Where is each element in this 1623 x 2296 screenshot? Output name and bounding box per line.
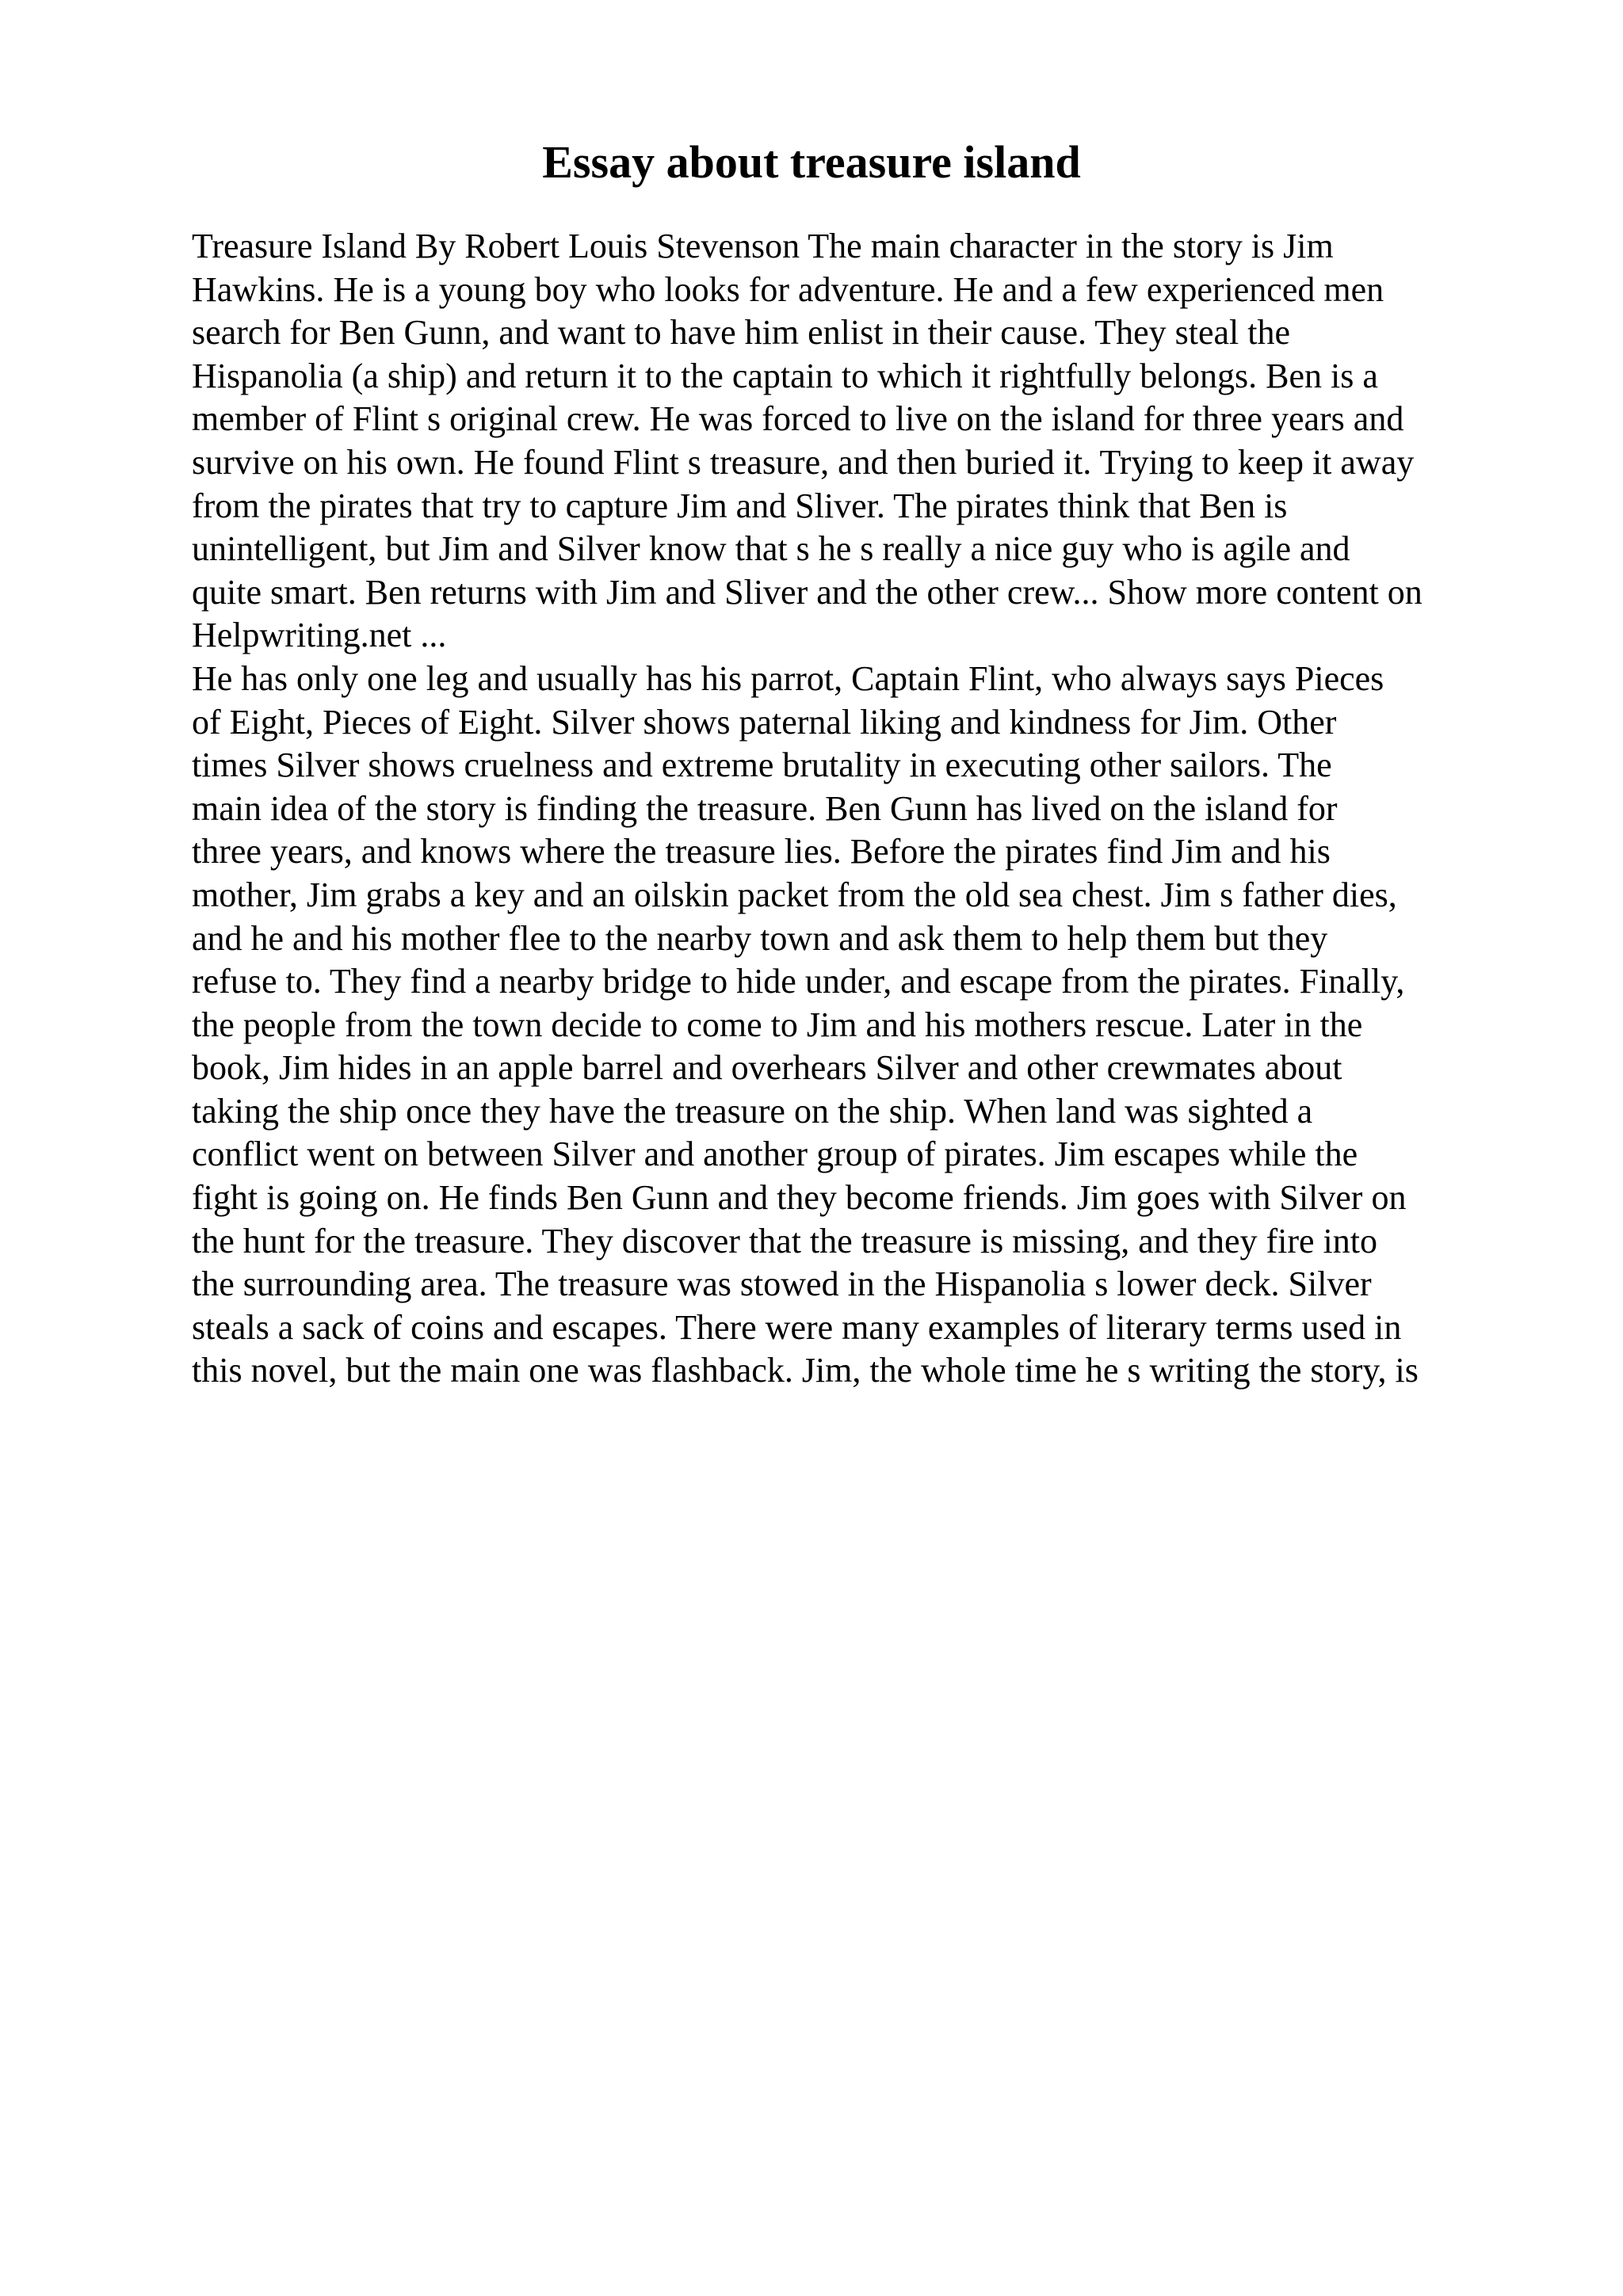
text-line: three years, and knows where the treasure lies. Before the pirates find Jim and his	[192, 832, 1331, 871]
text-line: Hispanolia (a ship) and return it to the captain to which it rightfully belongs. Ben is a	[192, 356, 1378, 395]
text-line: the surrounding area. The treasure was stowed in the Hispanolia s lower deck. Silver	[192, 1264, 1372, 1304]
text-line: Hawkins. He is a young boy who looks for adventure. He and a few experienced men	[192, 269, 1384, 309]
text-line: mother, Jim grabs a key and an oilskin packet from the old sea chest. Jim s father dies,	[192, 875, 1397, 914]
document-body	[192, 225, 1491, 1393]
text-line: quite smart. Ben returns with Jim and Sliver and the other crew... Show more content on	[192, 572, 1423, 612]
text-line: He has only one leg and usually has his parrot, Captain Flint, who always says Pieces	[192, 658, 1384, 698]
text-line: times Silver shows cruelness and extreme brutality in executing other sailors. The	[192, 746, 1332, 785]
text-line: refuse to. They find a nearby bridge to hide under, and escape from the pirates. Finally,	[192, 962, 1405, 1001]
text-line: taking the ship once they have the treasure on the ship. When land was sighted a	[192, 1091, 1313, 1131]
text-line: the people from the town decide to come to Jim and his mothers rescue. Later in the	[192, 1005, 1363, 1044]
text-line: main idea of the story is finding the treasure. Ben Gunn has lived on the island for	[192, 788, 1338, 828]
text-line: fight is going on. He finds Ben Gunn and they become friends. Jim goes with Silver on	[192, 1178, 1407, 1218]
paragraph-2	[192, 658, 1491, 1393]
text-line: and he and his mother flee to the nearby town and ask them to help them but they	[192, 918, 1328, 958]
text-line: Treasure Island By Robert Louis Stevenson The main character in the story is Jim	[192, 227, 1334, 265]
text-line: the hunt for the treasure. They discover that the treasure is missing, and they fire into	[192, 1221, 1377, 1261]
text-line: survive on his own. He found Flint s treasure, and then buried it. Trying to keep it away	[192, 442, 1415, 482]
text-line: member of Flint s original crew. He was forced to live on the island for three years and	[192, 399, 1404, 439]
text-line: this novel, but the main one was flashback. Jim, the whole time he s writing the story, is	[192, 1351, 1419, 1390]
text-line: unintelligent, but Jim and Silver know that s he s really a nice guy who is agile and	[192, 529, 1350, 569]
text-line: book, Jim hides in an apple barrel and overhears Silver and other crewmates about	[192, 1048, 1342, 1088]
text-line: search for Ben Gunn, and want to have him enlist in their cause. They steal the	[192, 313, 1290, 353]
text-line: conflict went on between Silver and another group of pirates. Jim escapes while the	[192, 1135, 1358, 1174]
paragraph-1	[192, 225, 1491, 658]
text-line: steals a sack of coins and escapes. There were many examples of literary terms used in	[192, 1307, 1402, 1347]
text-line: from the pirates that try to capture Jim and Sliver. The pirates think that Ben is	[192, 486, 1288, 525]
text-line: Helpwriting.net ...	[192, 616, 447, 655]
document-title: Essay about treasure island	[542, 136, 1081, 188]
text-line: of Eight, Pieces of Eight. Silver shows paternal liking and kindness for Jim. Other	[192, 702, 1337, 742]
